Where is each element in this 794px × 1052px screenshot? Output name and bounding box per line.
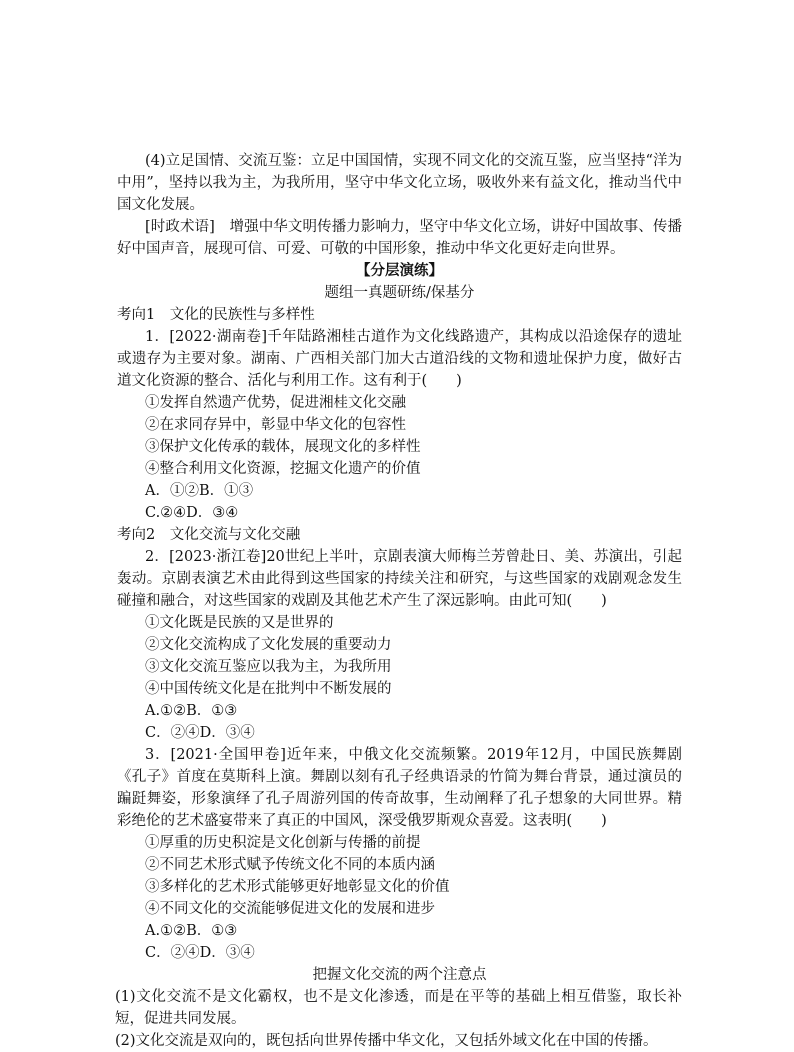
note-block	[115, 986, 682, 1052]
q3-option-4: ④不同文化的交流能够促进文化的发展和进步	[145, 901, 435, 917]
q1-option-4: ④整合利用文化资源，挖掘文化遗产的价值	[145, 461, 421, 477]
section-subtitle: 题组一真题研练/保基分	[324, 285, 475, 301]
q1-option-2: ②在求同存异中，彰显中华文化的包容性	[145, 417, 406, 433]
note-item-2: (2)文化交流是双向的，既包括向世界传播中华文化，又包括外域文化在中国的传播。	[115, 1033, 658, 1049]
q3-option-3: ③多样化的艺术形式能够更好地彰显文化的价值	[145, 879, 450, 895]
q2-option-2: ②文化交流构成了文化发展的重要动力	[145, 637, 392, 653]
q2-choices-ab: A.①②B．①③	[145, 703, 238, 719]
intro-paragraph-1: (4)立足国情、交流互鉴：立足中国国情，实现不同文化的交流互鉴，应当坚持“洋为中用”，坚持以我为主，为我所用，坚守中华文化立场，吸收外来有益文化，推动当代中国文化发展。	[117, 153, 682, 213]
section-title: 【分层演练】	[356, 262, 443, 279]
q3-option-2: ②不同艺术形式赋予传统文化不同的本质内涵	[145, 857, 435, 873]
q3-option-1: ①厚重的历史积淀是文化创新与传播的前提	[145, 835, 421, 851]
q1-choices-cd: C.②④D．③④	[145, 505, 239, 521]
note-title: 把握文化交流的两个注意点	[312, 967, 487, 983]
intro-paragraph-2: [时政术语] 增强中华文明传播力影响力，坚守中华文化立场，讲好中国故事、传播好中国声音，展现可信、可爱、可敬的中国形象，推动中华文化更好走向世界。	[117, 219, 682, 257]
q3-stem: 3．[2021·全国甲卷]近年来，中俄文化交流频繁。2019年12月，中国民族舞剧《孔子》首度在莫斯科上演。舞剧以刻有孔子经典语录的竹简为舞台背景，通过演员的蹁跹舞姿，形象演绎了孔子周游列国的传奇故事，生动阐释了孔子想象的大同世界。精彩绝伦的艺术盛宴带来了真正的中国风，深受俄罗斯观众喜爱。这表明( )	[117, 747, 682, 829]
q1-option-3: ③保护文化传承的载体，展现文化的多样性	[145, 439, 421, 455]
q2-stem: 2．[2023·浙江卷]20世纪上半叶，京剧表演大师梅兰芳曾赴日、美、苏演出，引起轰动。京剧表演艺术由此得到这些国家的持续关注和研究，与这些国家的戏剧观念发生碰撞和融合，对这些国家的戏剧及其他艺术产生了深远影响。由此可知( )	[117, 549, 682, 609]
note-item-1: (1)文化交流不是文化霸权，也不是文化渗透，而是在平等的基础上相互借鉴，取长补短，促进共同发展。	[115, 989, 682, 1027]
k1-heading: 考向1 文化的民族性与多样性	[117, 307, 315, 323]
q2-option-4: ④中国传统文化是在批判中不断发展的	[145, 681, 392, 697]
q1-choices-ab: A．①②B．①③	[145, 483, 254, 499]
q1-option-1: ①发挥自然遗产优势，促进湘桂文化交融	[145, 395, 406, 411]
q1-stem: 1．[2022·湖南卷]千年陆路湘桂古道作为文化线路遗产，其构成以沿途保存的遗址或遗存为主要对象。湖南、广西相关部门加大古道沿线的文物和遗址保护力度，做好古道文化资源的整合、活化与利用工作。这有利于( )	[117, 329, 682, 389]
q2-option-1: ①文化既是民族的又是世界的	[145, 615, 334, 631]
q2-option-3: ③文化交流互鉴应以我为主，为我所用	[145, 659, 392, 675]
q3-choices-cd: C．②④D．③④	[145, 945, 255, 961]
q2-choices-cd: C．②④D．③④	[145, 725, 255, 741]
q3-choices-ab: A.①②B．①③	[145, 923, 238, 939]
k2-heading: 考向2 文化交流与文化交融	[117, 527, 301, 543]
document-page	[117, 150, 682, 1052]
